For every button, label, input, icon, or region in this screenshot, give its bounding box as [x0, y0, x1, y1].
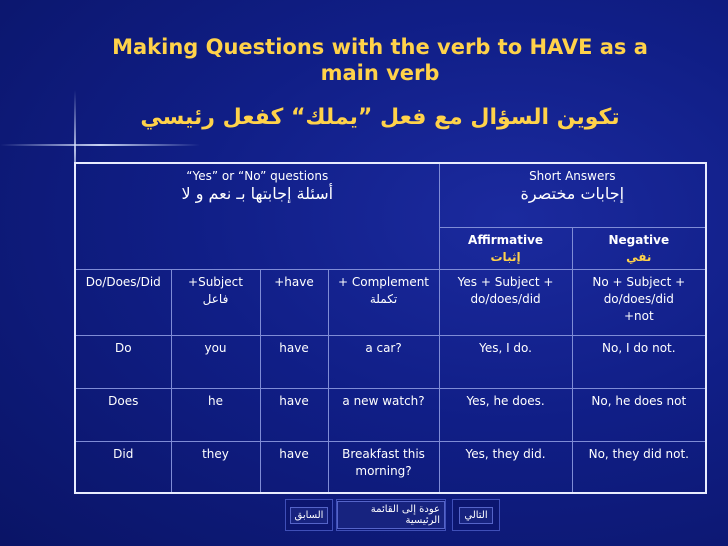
yes-no-header-ar: أسئلة إجابتها بـ نعم و لا — [181, 184, 334, 203]
table-row — [75, 441, 706, 493]
negative-header — [572, 227, 706, 269]
structure-complement-en: + Complement — [338, 274, 430, 289]
short-answers-header-ar: إجابات مختصرة — [520, 184, 625, 203]
row-affirmative-cell: Yes, I do. — [439, 335, 572, 388]
structure-subject-cell — [171, 269, 260, 335]
negative-header-ar: نفي — [626, 249, 652, 264]
main-menu-button[interactable] — [336, 499, 446, 531]
table-row — [75, 335, 706, 388]
yes-no-questions-header — [75, 163, 439, 269]
row-have-cell: have — [260, 335, 328, 388]
short-answers-header-en: Short Answers — [529, 169, 616, 183]
row-complement-cell: Breakfast this morning? — [328, 441, 439, 493]
slide-subtitle-arabic: تكوين السؤال مع فعل ”يملك“ كفعل رئيسي — [140, 105, 620, 130]
structure-negative-text: No + Subject + do/does/did — [592, 274, 686, 306]
row-aux-cell: Does — [75, 388, 171, 441]
yes-no-header-en: “Yes” or “No” questions — [186, 169, 329, 183]
row-aux-cell: Did — [75, 441, 171, 493]
row-aux-cell: Do — [75, 335, 171, 388]
structure-negative-not: +not — [623, 308, 654, 323]
affirmative-header-ar: إثبات — [490, 249, 521, 264]
previous-button[interactable] — [285, 499, 333, 531]
row-complement-cell: a new watch? — [328, 388, 439, 441]
main-menu-button-label: عودة إلى القائمة الرئيسية — [337, 501, 445, 529]
next-button[interactable] — [452, 499, 500, 531]
row-negative-cell: No, I do not. — [572, 335, 706, 388]
row-have-cell: have — [260, 388, 328, 441]
short-answers-header — [439, 163, 706, 227]
row-negative-cell: No, they did not. — [572, 441, 706, 493]
structure-row — [75, 269, 706, 335]
row-affirmative-cell: Yes, they did. — [439, 441, 572, 493]
previous-button-label: السابق — [290, 507, 329, 524]
row-negative-cell: No, he does not — [572, 388, 706, 441]
structure-negative-cell — [572, 269, 706, 335]
negative-header-en: Negative — [608, 232, 670, 247]
structure-aux-cell: Do/Does/Did — [75, 269, 171, 335]
structure-complement-ar: تكملة — [369, 291, 398, 306]
slide-title: Making Questions with the verb to HAVE as a main verb — [112, 35, 648, 85]
table-row — [75, 388, 706, 441]
row-complement-cell: a car? — [328, 335, 439, 388]
row-affirmative-cell: Yes, he does. — [439, 388, 572, 441]
structure-affirmative-cell: Yes + Subject + do/does/did — [439, 269, 572, 335]
affirmative-header-en: Affirmative — [468, 232, 544, 247]
structure-have-cell: +have — [260, 269, 328, 335]
table-header-row — [75, 163, 706, 227]
structure-subject-en: +Subject — [188, 274, 243, 289]
decorative-glow-horizontal — [0, 144, 200, 146]
next-button-label: التالي — [459, 507, 492, 524]
structure-subject-ar: فاعل — [202, 291, 229, 306]
grammar-table — [74, 162, 707, 494]
affirmative-header — [439, 227, 572, 269]
structure-complement-cell — [328, 269, 439, 335]
row-subject-cell: you — [171, 335, 260, 388]
row-have-cell: have — [260, 441, 328, 493]
row-subject-cell: he — [171, 388, 260, 441]
row-subject-cell: they — [171, 441, 260, 493]
